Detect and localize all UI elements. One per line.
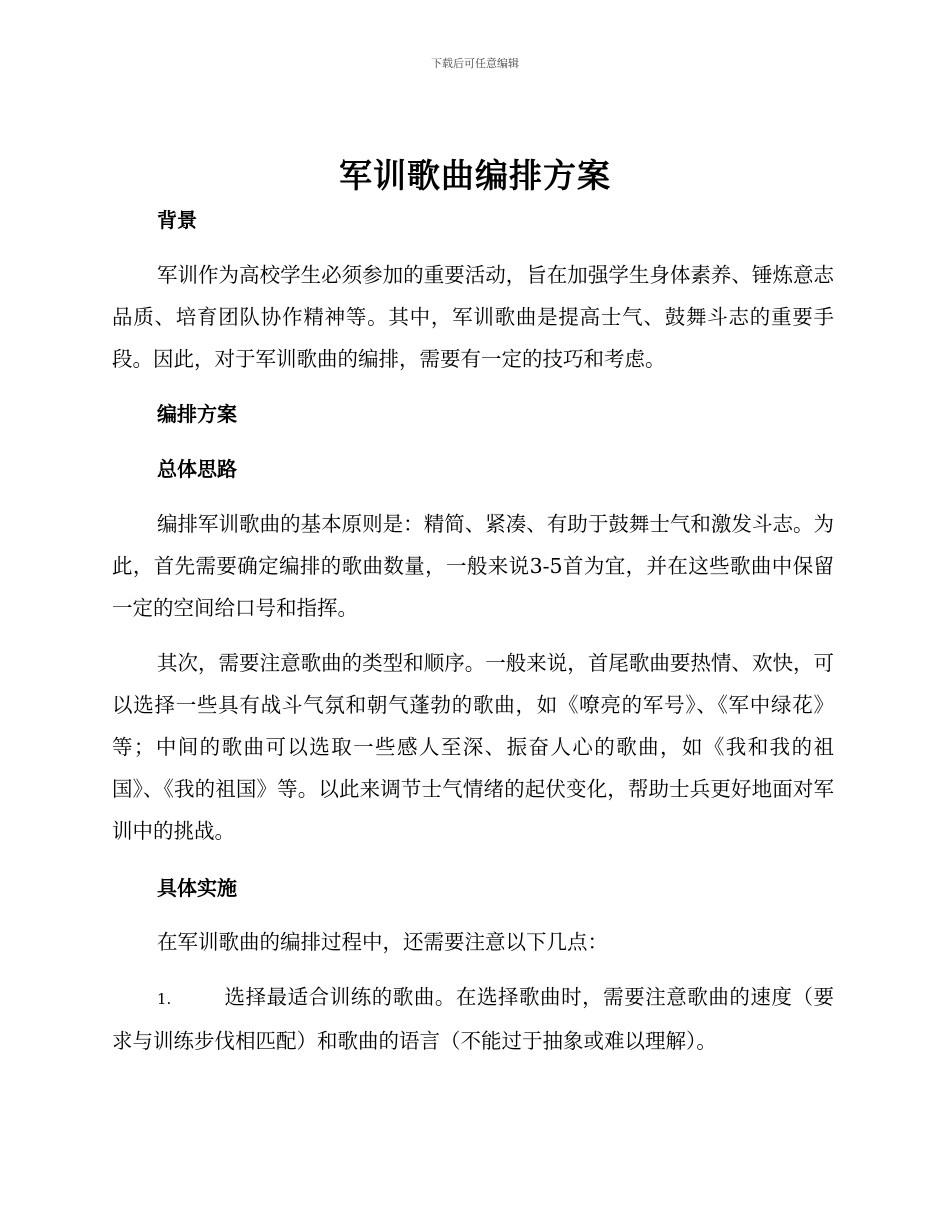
overall-paragraph-2: 其次，需要注意歌曲的类型和顺序。一般来说，首尾歌曲要热情、欢快，可以选择一些具有战斗气氛和朝气蓬勃的歌曲，如《嘹亮的军号》、《军中绿花》等；中间的歌曲可以选取一些感人至深、振奋人心的歌曲，如《我和我的祖国》、《我的祖国》等。以此来调节士气情绪的起伏变化，帮助士兵更好地面对军训中的挑战。 bbox=[112, 651, 834, 843]
plan-heading: 编排方案 bbox=[157, 402, 237, 426]
overall-heading: 总体思路 bbox=[157, 457, 237, 481]
background-paragraph: 军训作为高校学生必须参加的重要活动，旨在加强学生身体素养、锤炼意志品质、培育团队协作精神等。其中，军训歌曲是提高士气、鼓舞斗志的重要手段。因此，对于军训歌曲的编排，需要有一定的技巧和考虑。 bbox=[112, 263, 834, 371]
list-item-text: 选择最适合训练的歌曲。在选择歌曲时，需要注意歌曲的速度（要求与训练步伐相匹配）和歌曲的语言（不能过于抽象或难以理解）。 bbox=[112, 985, 834, 1053]
list-item-number: 1. bbox=[157, 990, 172, 1008]
header-note: 下载后可任意编辑 bbox=[431, 57, 519, 70]
overall-paragraph-1: 编排军训歌曲的基本原则是：精简、紧凑、有助于鼓舞士气和激发斗志。为此，首先需要确定编排的歌曲数量，一般来说3-5首为宜，并在这些歌曲中保留一定的空间给口号和指挥。 bbox=[112, 512, 834, 620]
background-heading: 背景 bbox=[157, 208, 197, 232]
document-title: 军训歌曲编排方案 bbox=[339, 156, 611, 195]
list-item bbox=[112, 976, 834, 1062]
implementation-heading: 具体实施 bbox=[157, 876, 237, 900]
implementation-paragraph: 在军训歌曲的编排过程中，还需要注意以下几点： bbox=[157, 930, 608, 954]
